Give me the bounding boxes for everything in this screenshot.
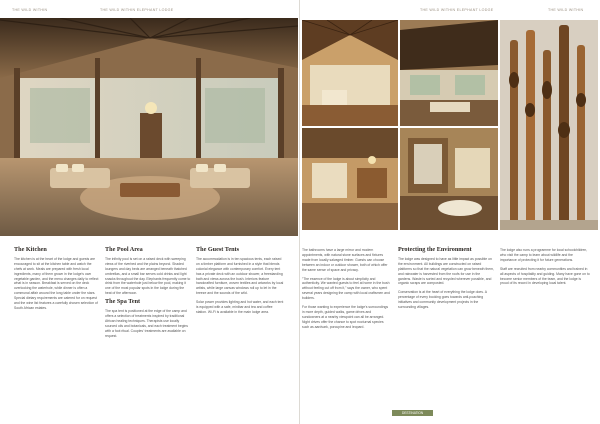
lodge-interior-photo bbox=[0, 18, 298, 236]
right-header-left: THE WILD WITHIN ELEPHANT LODGE bbox=[420, 8, 494, 12]
section-text: Solar power provides lighting and hot water, and each tent is equipped with a safe, minibar and tea and coffee station. Wi-Fi is available in the main lodge area. bbox=[196, 300, 284, 314]
right-header-right: THE WILD WITHIN bbox=[548, 8, 584, 12]
section-pool-spa bbox=[105, 248, 191, 343]
section-title: The Kitchen bbox=[14, 246, 47, 253]
section-text: The kitchen is at the heart of the lodge and guests are encouraged to sit at the kitchen table and watch the chefs at work. Meals are prepared with fresh local ingredients, many of them grown in the lodge's own vegetable garden, and the menu changes daily to reflect what is in season. Breakfast is served on the deck overlooking the waterhole, while dinner is often a communal affair around the long table under the stars. Special dietary requirements are catered for on request and the wine list features a carefully chosen selection of South African estates. bbox=[14, 256, 99, 310]
section-text: Conservation is at the heart of everything the lodge does. A percentage of every booking goes towards anti-poaching initiatives and community development projects in the surrounding villages. bbox=[398, 290, 487, 310]
section-text: For those wanting to experience the lodge's surroundings in more depth, guided walks, game drives and sundowners at a nearby viewpoint can all be arranged. Night drives offer the chance to spot nocturnal species such as aardvark, porcupine and leopard. bbox=[302, 305, 389, 329]
section-kitchen bbox=[14, 248, 100, 315]
bathroom-photo bbox=[400, 128, 498, 230]
tent-canopy-photo bbox=[302, 20, 398, 126]
section-text: The lodge also runs a programme for local schoolchildren, who visit the camp to learn about wildlife and the importance of protecting it for future generations. bbox=[500, 248, 588, 262]
section-title: Protecting the Environment bbox=[398, 246, 472, 253]
section-title: The Spa Tent bbox=[105, 298, 141, 306]
section-bathrooms bbox=[302, 248, 390, 334]
tent-interior-photo bbox=[302, 128, 398, 230]
section-title: The Pool Area bbox=[105, 246, 143, 253]
section-text: The infinity pool is set on a raised deck with sweeping views of the riverbed and the plains beyond. Shaded loungers and day beds are arranged beneath thatched umbrellas, and a small bar serves cold drinks and light snacks throughout the day. Elephants frequently come to drink from the waterhole just below the pool, making it one of the most popular spots in the lodge during the heat of the afternoon. bbox=[105, 256, 191, 296]
destination-tag: DESTINATION bbox=[392, 410, 433, 416]
section-environment bbox=[398, 248, 494, 314]
section-text: The bathrooms have a large mirror and modern appointments, with natural stone surfaces and fixtures made from locally salvaged timber. Guests can choose between an indoor or outdoor shower, both of which offer the same sense of space and privacy. bbox=[302, 248, 388, 272]
lodge-exterior-photo bbox=[400, 20, 498, 126]
left-header-left: THE WILD WITHIN bbox=[12, 8, 48, 12]
section-environment-cont bbox=[500, 248, 590, 290]
right-page bbox=[300, 0, 600, 424]
section-text: The spa tent is positioned at the edge of the camp and offers a selection of treatments inspired by traditional African healing techniques. Therapists use locally sourced oils and botanicals, and each treatment begins with a foot ritual. Couples' treatments are available on request. bbox=[105, 309, 188, 338]
section-guest-tents bbox=[196, 248, 284, 319]
section-text: "The essence of the lodge is about simplicity and authenticity. We wanted guests to feel at home in the bush without feeling cut off from it," says the owner, who spent several years designing the camp with local craftsmen and builders. bbox=[302, 276, 390, 301]
left-header-right: THE WILD WITHIN ELEPHANT LODGE bbox=[100, 8, 174, 12]
section-title: The Guest Tents bbox=[196, 246, 239, 253]
carved-poles-photo bbox=[500, 20, 598, 230]
section-text: The lodge was designed to have as little impact as possible on the environment. All buildings are constructed on raised platforms so that the natural vegetation can grow beneath them, and rainwater is harvested from the roofs for use in the gardens. Waste is sorted and recycled wherever possible, and organic scraps are composted. bbox=[398, 256, 494, 286]
section-text: The accommodation is in ten spacious tents, each raised on a timber platform and furnished in a style that blends colonial elegance with contemporary comfort. Every tent has a private deck with an outdoor shower, a freestanding bath and views across the bush. Interiors feature handcrafted furniture, woven textiles and artworks by local artists, while large canvas windows roll up to let in the breeze and the sounds of the wild. bbox=[196, 256, 284, 296]
section-text: Staff are recruited from nearby communities and trained in all aspects of hospitality and guiding. Many have gone on to become senior members of the team, and the lodge is proud of its record in developing local talent. bbox=[500, 266, 590, 286]
